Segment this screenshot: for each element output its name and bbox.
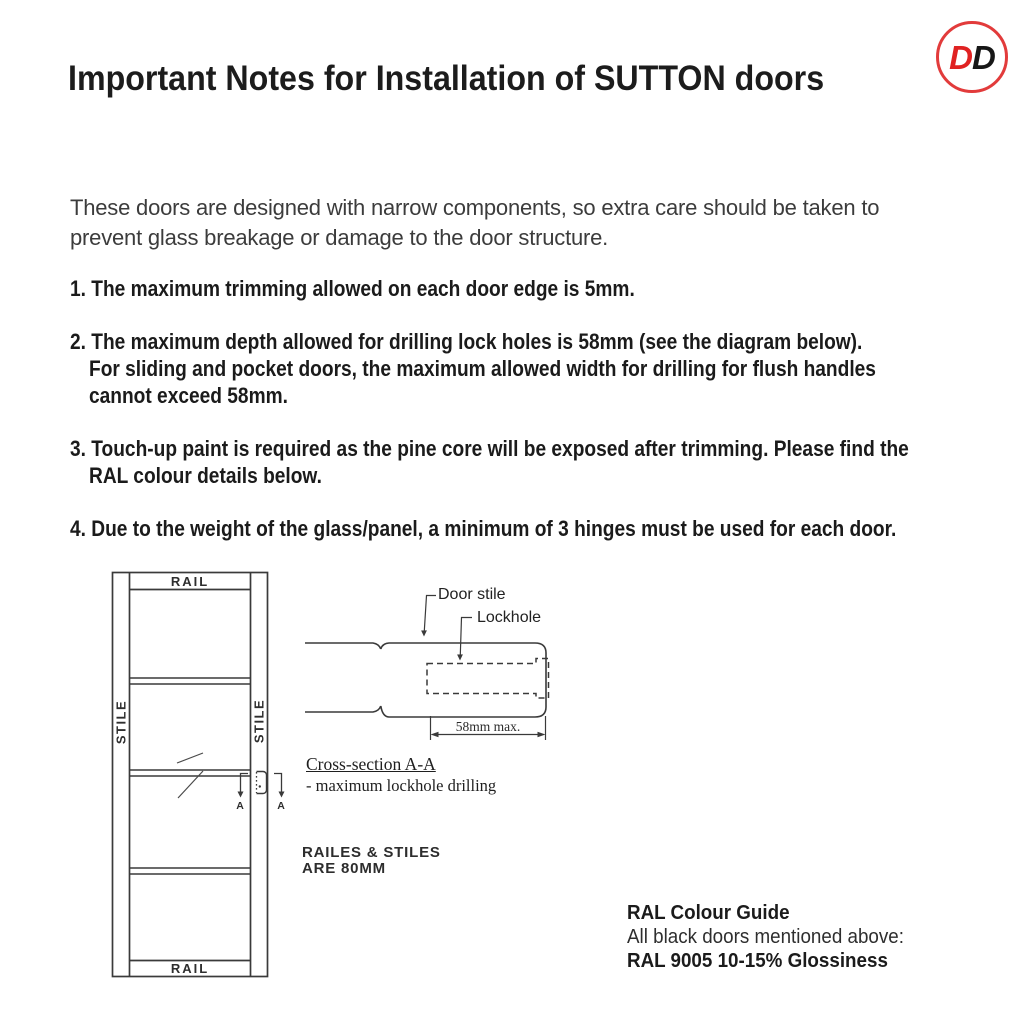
cross-section-lockhole-dashed — [427, 659, 549, 699]
section-marker-a-left: A — [236, 800, 244, 812]
door-rail-lines — [130, 678, 251, 874]
ral-colour-guide — [627, 901, 922, 973]
page-title — [68, 59, 890, 99]
note-2-line-2: For sliding and pocket doors, the maximum allowed width for drilling for flush handles — [89, 356, 876, 381]
stile-label-right: STILE — [251, 698, 267, 744]
dd-logo-letter-1: D — [949, 38, 972, 76]
note-item-1 — [70, 275, 1024, 302]
note-3-line-1: 3. Touch-up paint is required as the pine core will be exposed after trimming. Please find the — [70, 436, 909, 461]
dimension-58mm-label: 58mm max. — [455, 719, 521, 734]
note-item-3 — [70, 435, 1024, 489]
note-3-line-2: RAL colour details below. — [89, 463, 322, 488]
note-2-line-1: 2. The maximum depth allowed for drilling lock holes is 58mm (see the diagram below). — [70, 329, 863, 354]
ral-guide-line-1: All black doors mentioned above: — [627, 926, 904, 948]
note-item-2 — [70, 328, 1024, 409]
lockhole-leader — [457, 618, 472, 661]
rails-stiles-note-line-2: ARE 80MM — [302, 859, 386, 877]
rails-stiles-note-line-1: RAILES & STILES — [302, 844, 441, 861]
note-item-4 — [70, 515, 1024, 542]
installation-notes-list — [70, 275, 1024, 568]
dd-logo — [936, 21, 1008, 93]
page-title-text: Important Notes for Installation of SUTTON doors — [68, 59, 825, 98]
note-1-line-1: 1. The maximum trimming allowed on each door edge is 5mm. — [70, 276, 635, 301]
cross-section-caption-subtitle: - maximum lockhole drilling — [306, 776, 497, 795]
ral-guide-title: RAL Colour Guide — [627, 902, 790, 924]
door-stile-leader — [421, 596, 436, 637]
stile-label-left: STILE — [113, 699, 129, 745]
intro-line-1: These doors are designed with narrow components, so extra care should be taken to — [70, 195, 880, 220]
ral-guide-line-2: RAL 9005 10-15% Glossiness — [627, 950, 888, 972]
note-4-line-1: 4. Due to the weight of the glass/panel, a minimum of 3 hinges must be used for each door. — [70, 516, 897, 541]
dd-logo-letter-2: D — [972, 38, 995, 76]
cross-section-stile-outline — [305, 643, 546, 717]
lockhole-label: Lockhole — [477, 609, 542, 626]
rail-label-top: RAIL — [170, 574, 210, 589]
door-lockhole-marker — [257, 772, 267, 794]
door-elevation-outline — [113, 573, 268, 977]
door-stile-label: Door stile — [438, 586, 506, 603]
door-and-cross-section-diagram — [0, 560, 600, 1010]
rails-stiles-note — [302, 845, 441, 876]
section-marker-a-right: A — [277, 800, 285, 812]
note-2-line-3: cannot exceed 58mm. — [89, 383, 288, 408]
rail-label-bottom: RAIL — [170, 961, 210, 976]
cross-section-caption-title: Cross-section A-A — [306, 754, 436, 774]
intro-line-2: prevent glass breakage or damage to the door structure. — [70, 225, 609, 250]
intro-paragraph — [70, 193, 879, 253]
